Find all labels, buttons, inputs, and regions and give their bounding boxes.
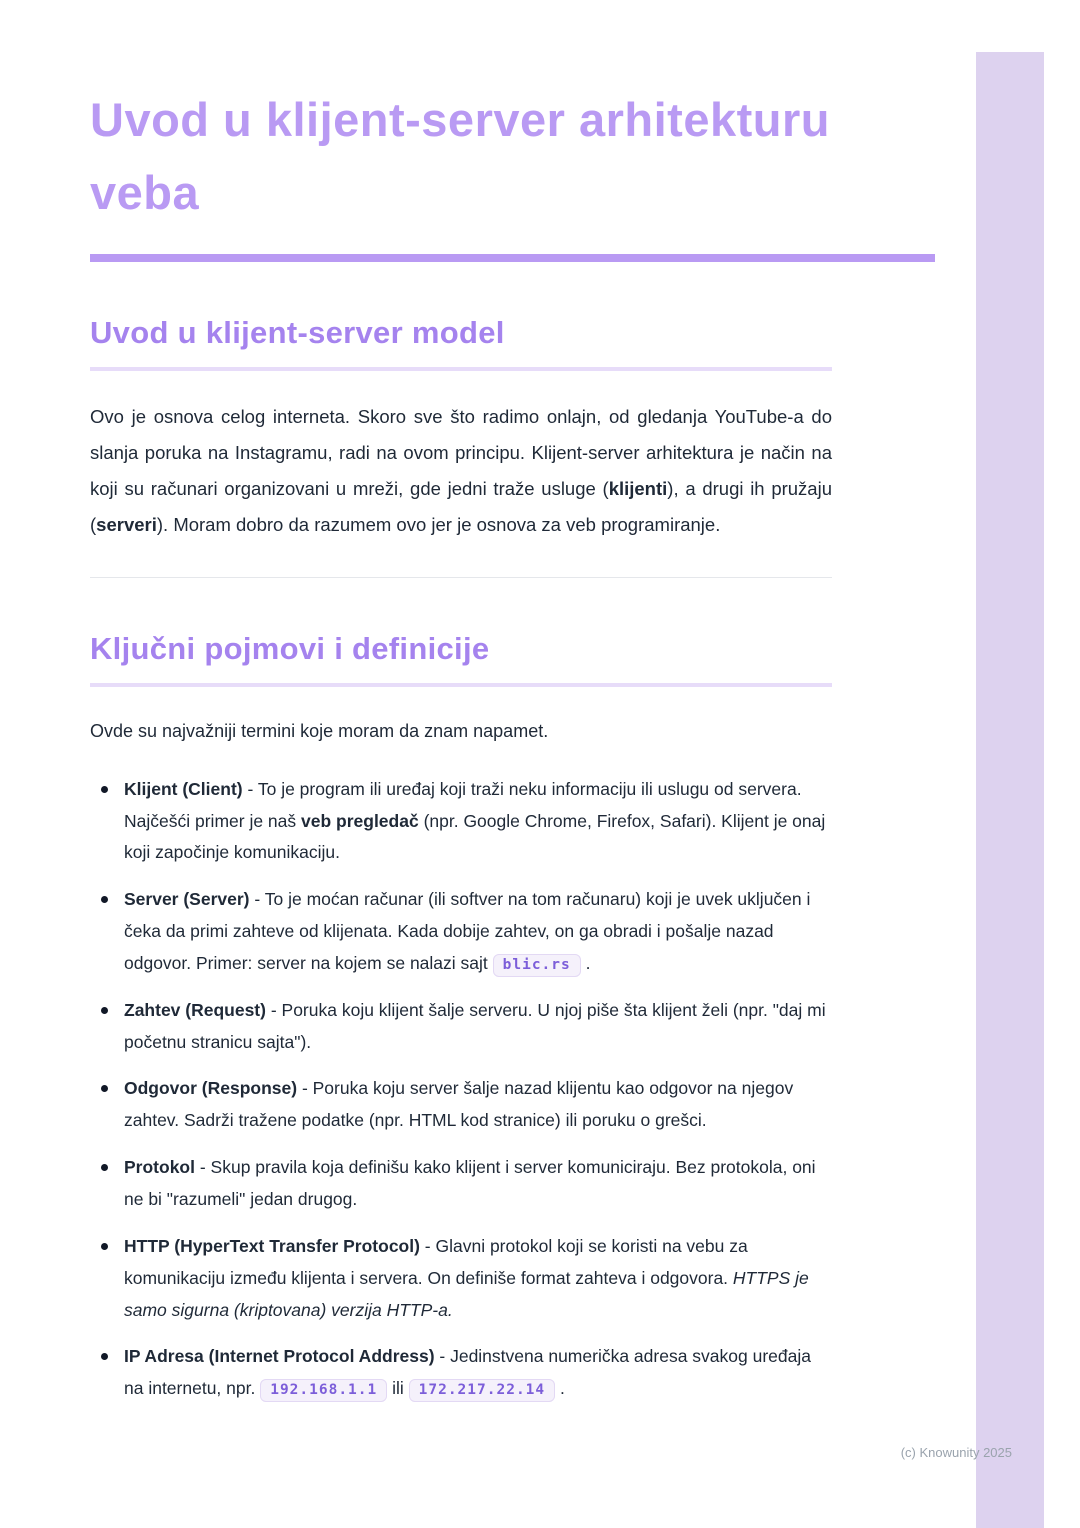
terms-intro-text: Ovde su najvažniji termini koje moram da znam napamet. [90, 721, 549, 742]
section-heading-model: Uvod u klijent-server model [90, 314, 505, 350]
intro-paragraph [90, 399, 832, 543]
text-run-code: blic.rs [493, 954, 581, 977]
text-run-b: klijenti [608, 478, 668, 499]
term-item-server [90, 884, 832, 980]
term-item-klijent [90, 774, 832, 870]
text-run: - To je program ili uređaj koji traži neku informaciju ili uslugu od servera. Najčešći primer je naš [124, 778, 802, 831]
term-item-odgovor [90, 1073, 832, 1137]
text-run: Ovo je osnova celog interneta. Skoro sve što radimo onlajn, od gledanja YouTube-a do slanja poruka na Instagramu, radi na ovom principu. Klijent-server arhitektura je način na koji su računari organizovani u mreži, gde jedni traže usluge ( [90, 405, 832, 499]
text-run-b: serveri [96, 514, 157, 536]
term-item-ip-adresa [90, 1341, 832, 1405]
text-run: - Jedinstvena numerička adresa svakog uređaja na internetu, npr. [124, 1346, 811, 1399]
text-run-b: veb pregledač [301, 810, 419, 831]
text-run-b: Zahtev (Request) [124, 999, 266, 1020]
side-strip [976, 52, 1044, 1528]
text-run-i: HTTPS je samo sigurna (kriptovana) verzija HTTP-a. [124, 1267, 809, 1320]
section-divider [90, 577, 832, 578]
text-run: - Glavni protokol koji se koristi na vebu za komunikaciju između klijenta i servera. On definiše format zahteva i odgovora. [124, 1235, 748, 1288]
text-run: - Skup pravila koja definišu kako klijent i server komuniciraju. Bez protokola, oni ne bi "razumeli" jedan drugog. [124, 1157, 816, 1209]
text-run: ), a drugi ih pružaju ( [90, 478, 832, 536]
page-title: Uvod u klijent-server arhitekturu veba [90, 93, 830, 219]
text-run: . [555, 1378, 565, 1399]
text-run-b: Protokol [124, 1157, 195, 1178]
text-run: (npr. Google Chrome, Firefox, Safari). Klijent je onaj koji započinje komunikaciju. [124, 810, 826, 863]
title-rule [90, 254, 935, 262]
text-run: - Poruka koju server šalje nazad klijentu kao odgovor na njegov zahtev. Sadrži tražene podatke (npr. HTML kod stranice) ili poruku o grešci. [124, 1078, 794, 1131]
term-item-zahtev [90, 995, 832, 1059]
text-run-b: Klijent (Client) [124, 778, 243, 799]
text-run-b: HTTP (HyperText Transfer Protocol) [124, 1235, 420, 1256]
terms-list [90, 774, 832, 1405]
text-run-code: 192.168.1.1 [260, 1379, 387, 1402]
section-heading-terms: Ključni pojmovi i definicije [90, 631, 490, 667]
text-run: - To je moćan računar (ili softver na tom računaru) koji je uvek uključen i čeka da primi zahteve od klijenata. Kada dobije zahtev, on ga obradi i pošalje nazad odgovor. Primer: server na kojem se nalazi sajt [124, 889, 811, 973]
text-run: . [580, 952, 591, 973]
text-run: ). Moram dobro da razumem ovo jer je osnova za veb programiranje. [156, 514, 721, 536]
text-run: - Poruka koju klijent šalje serveru. U njoj piše šta klijent želi (npr. "daj mi početnu stranicu sajta"). [124, 999, 826, 1052]
heading-rule [90, 683, 832, 687]
text-run-code: 172.217.22.14 [409, 1379, 556, 1402]
copyright-notice: (c) Knowunity 2025 [900, 1445, 1012, 1460]
text-run-b: IP Adresa (Internet Protocol Address) [124, 1346, 435, 1367]
text-run-b: Server (Server) [124, 889, 250, 910]
text-run-b: Odgovor (Response) [124, 1078, 298, 1099]
section-key-terms [90, 630, 832, 1405]
term-item-protokol [90, 1152, 832, 1216]
term-item-http [90, 1231, 832, 1327]
heading-rule [90, 367, 832, 371]
text-run: ili [387, 1378, 409, 1399]
note-content [90, 0, 832, 1420]
section-client-server-model [90, 314, 832, 543]
